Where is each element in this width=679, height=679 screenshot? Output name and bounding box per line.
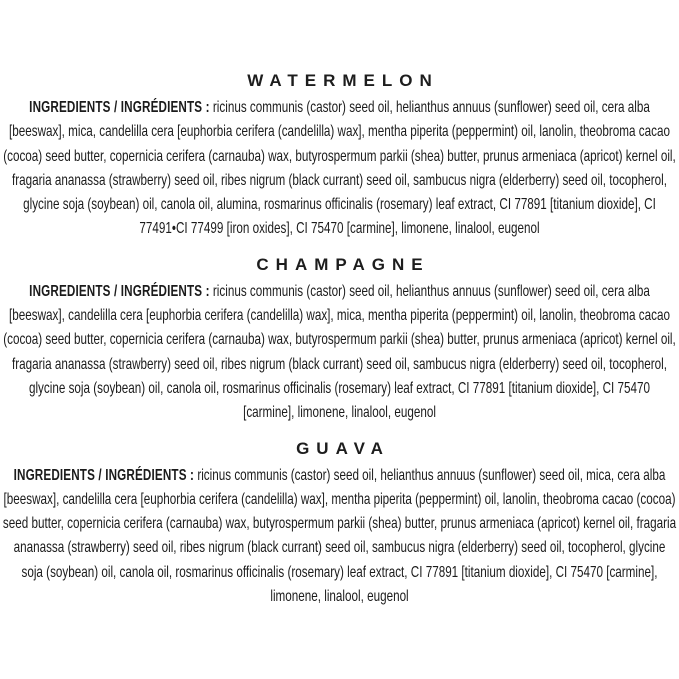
ingredients-paragraph-champagne — [2, 280, 677, 426]
ingredients-label: INGREDIENTS / INGRÉDIENTS : — [29, 282, 210, 300]
section-title-guava: GUAVA — [296, 438, 390, 458]
ingredients-label: INGREDIENTS / INGRÉDIENTS : — [13, 466, 195, 484]
section-title-watermelon: WATERMELON — [247, 71, 439, 90]
ingredients-text: ricinus communis (castor) seed oil, helianthus annuus (sunflower) seed oil, cera alba [beeswax], candelilla cera [euphorbia cerifera (candelilla) wax], mica, mentha piperita (peppermint) oil, lanolin, theobroma cacao (cocoa) seed butter, copernicia cerifera (carnauba) wax, butyrospermum parkii (shea) butter, prunus armeniaca (apricot) kernel oil, fragaria ananassa (strawberry) seed oil, ribes nigrum (black currant) seed oil, sambucus nigra (elderberry) seed oil, tocopherol, glycine soja (soybean) oil, canola oil, rosmarinus officinalis (rosemary) leaf extract, CI 77891 [titanium dioxide], CI 75470 [carmine], limonene, linalool, eugenol — [3, 282, 676, 422]
ingredients-text: ricinus communis (castor) seed oil, helianthus annuus (sunflower) seed oil, mica, cera alba [beeswax], candelilla cera [euphorbia cerifera (candelilla) wax], mentha piperita (peppermint) oil, lanolin, theobroma cacao (cocoa) seed butter, copernicia cerifera (carnauba) wax, butyrospermum parkii (shea) butter, prunus armeniaca (apricot) kernel oil, fragaria ananassa (strawberry) seed oil, ribes nigrum (black currant) seed oil, sambucus nigra (elderberry) seed oil, tocopherol, glycine soja (soybean) oil, canola oil, rosmarinus officinalis (rosemary) leaf extract, CI 77891 [titanium dioxide], CI 75470 [carmine], limonene, linalool, eugenol — [2, 466, 677, 606]
ingredients-text: ricinus communis (castor) seed oil, helianthus annuus (sunflower) seed oil, cera alba [beeswax], mica, candelilla cera [euphorbia cerifera (candelilla) wax], mentha piperita (peppermint) oil, lanolin, theobroma cacao (cocoa) seed butter, copernicia cerifera (carnauba) wax, butyrospermum parkii (shea) butter, prunus armeniaca (apricot) kernel oil, fragaria ananassa (strawberry) seed oil, ribes nigrum (black currant) seed oil, sambucus nigra (elderberry) seed oil, tocopherol, glycine soja (soybean) oil, canola oil, alumina, rosmarinus officinalis (rosemary) leaf extract, CI 77891 [titanium dioxide], CI 77491•CI 77499 [iron oxides], CI 75470 [carmine], limonene, linalool, eugenol — [3, 99, 676, 238]
ingredients-label: INGREDIENTS / INGRÉDIENTS : — [29, 99, 210, 116]
ingredients-paragraph-watermelon — [2, 96, 677, 242]
section-guava — [0, 438, 679, 610]
section-watermelon — [0, 70, 679, 242]
section-champagne — [0, 254, 679, 426]
section-title-champagne: CHAMPAGNE — [256, 254, 430, 274]
ingredients-paragraph-guava — [2, 464, 677, 610]
